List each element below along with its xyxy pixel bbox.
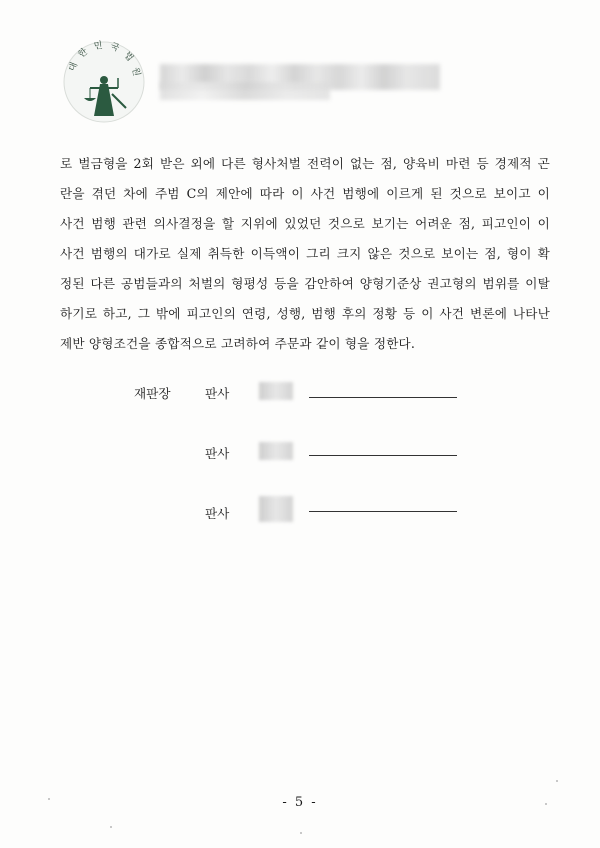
body-line: 정된 다른 공범들과의 처벌의 형평성 등을 감안하여 양형기준상 권고형의 범위를 이탈 bbox=[60, 276, 550, 291]
redacted-judge-name bbox=[259, 382, 293, 400]
body-line: 란을 겪던 차에 주범 C의 제안에 따라 이 사건 범행에 이르게 된 것으로 보이고 이 bbox=[60, 186, 550, 201]
presiding-judge-title: 재판장 bbox=[134, 386, 171, 401]
scan-speck bbox=[545, 803, 547, 805]
svg-text:대 한 민 국 법 원: 대 한 민 국 법 원 bbox=[67, 40, 142, 79]
body-line: 사건 범행의 대가로 실제 취득한 이득액이 그리 크지 않은 것으로 보이는 점, 형이 확 bbox=[60, 246, 550, 261]
body-line: 로 벌금형을 2회 받은 외에 다른 형사처벌 전력이 없는 점, 양육비 마련 등 경제적 곤 bbox=[60, 156, 550, 171]
signature-line bbox=[309, 397, 457, 398]
page-number: - 5 - bbox=[282, 795, 318, 810]
body-line: 제반 양형조건을 종합적으로 고려하여 주문과 같이 형을 정한다. bbox=[60, 336, 416, 351]
signature-line bbox=[309, 511, 457, 512]
judge-label: 판사 bbox=[205, 506, 230, 521]
sentencing-reasons-paragraph bbox=[60, 149, 550, 359]
scan-speck bbox=[300, 832, 302, 834]
court-seal-logo bbox=[60, 38, 148, 126]
scan-speck bbox=[110, 826, 112, 828]
redacted-header-text-2 bbox=[160, 82, 330, 100]
redacted-judge-name bbox=[259, 442, 293, 460]
scan-speck bbox=[556, 780, 558, 782]
redacted-judge-name bbox=[259, 496, 293, 522]
judge-label: 판사 bbox=[205, 446, 230, 461]
body-line: 하기로 하고, 그 밖에 피고인의 연령, 성행, 범행 후의 정황 등 이 사건 변론에 나타난 bbox=[60, 306, 550, 321]
signature-line bbox=[309, 455, 457, 456]
body-line: 사건 범행 관련 의사결정을 할 지위에 있었던 것으로 보기는 어려운 점, 피고인이 이 bbox=[60, 216, 550, 231]
judge-label: 판사 bbox=[205, 386, 230, 401]
scan-speck bbox=[48, 798, 50, 800]
